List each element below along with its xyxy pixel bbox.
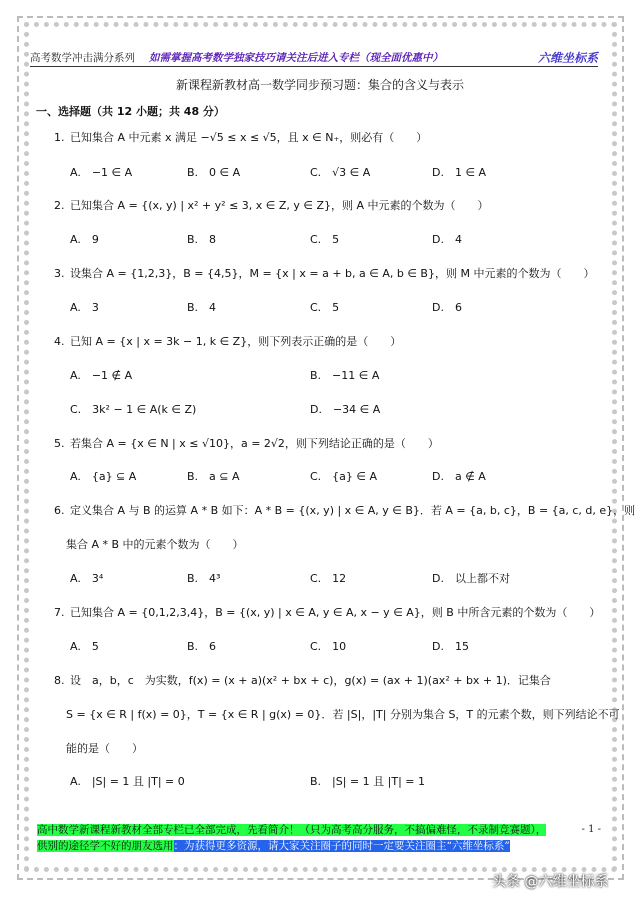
question-number: 8. [54,674,65,687]
question-number: 3. [54,267,65,280]
series-name: 高考数学冲击满分系列 [30,52,135,64]
option-b: B. −11 ∈ A [310,369,380,382]
option-b: B. |S| = 1 且 |T| = 1 [310,775,425,788]
question-text: 已知集合 A 中元素 x 满足 −√5 ≤ x ≤ √5，且 x ∈ N₊，则必有（ ） [70,131,428,144]
question-continuation-2: 能的是（ ） [66,742,143,755]
option-a: A. |S| = 1 且 |T| = 0 [70,775,185,788]
question-2 [54,197,489,213]
option-a: A. −1 ∉ A [70,369,133,382]
question-number: 2. [54,199,65,212]
question-3 [54,265,594,281]
question-number: 1. [54,131,65,144]
question-number: 6. [54,504,65,517]
option-a: A. 3 [70,301,99,314]
option-b: B. 8 [187,233,217,246]
question-5 [54,435,439,451]
question-continuation: 集合 A * B 中的元素个数为（ ） [66,538,244,551]
document-title: 新课程新教材高一数学同步预习题：集合的含义与表示 [175,78,464,92]
watermark: 头条 @六维坐标系 [492,874,609,890]
question-text: 设 a，b，c 为实数，f(x) = (x + a)(x² + bx + c)，g(x) = (ax + 1)(ax² + bx + 1)．记集合 [70,674,551,687]
question-number: 4. [54,335,65,348]
option-d: D. 4 [432,233,462,246]
question-8 [54,672,551,688]
footer-notice: 高中数学新课程新教材全部专栏已全部完成，先看简介！（只为高考高分服务，不搞偏难怪，不录制竞赛题）， [37,824,547,836]
option-b: B. 4³ [187,572,221,585]
question-continuation: S = {x ∈ R | f(x) = 0}，T = {x ∈ R | g(x) = 0}．若 |S|，|T| 分别为集合 S，T 的元素个数，则下列结论不可 [66,708,620,721]
question-number: 7. [54,606,65,619]
page-footer [37,822,601,854]
option-d: D. −34 ∈ A [310,403,381,416]
option-c: C. 5 [310,301,340,314]
question-text: 已知集合 A = {(x, y) | x² + y² ≤ 3, x ∈ Z, y ∈ Z}，则 A 中元素的个数为（ ） [70,199,489,212]
option-c: C. 3k² − 1 ∈ A(k ∈ Z) [70,403,197,416]
option-c: C. 5 [310,233,340,246]
question-text: 定义集合 A 与 B 的运算 A * B 如下：A * B = {(x, y) | x ∈ A, y ∈ B}．若 A = {a, b, c}，B = {a, c, d, e}，则 [70,504,636,517]
section-heading: 一、选择题（共 12 小题；共 48 分） [36,105,225,118]
option-a: A. 9 [70,233,99,246]
option-b: B. a ⊆ A [187,470,240,483]
footer-follow-notice[interactable]: ：为获得更多资源，请大家关注圈子的同时一定要关注圈主“六维坐标系” [173,840,510,852]
option-c: C. √3 ∈ A [310,166,371,179]
option-b: B. 4 [187,301,217,314]
option-c: C. 12 [310,572,347,585]
option-a: A. {a} ⊆ A [70,470,137,483]
option-a: A. 3⁴ [70,572,104,585]
question-number: 5. [54,437,65,450]
option-d: D. 6 [432,301,462,314]
option-d: D. a ∉ A [432,470,486,483]
question-text: 已知集合 A = {0,1,2,3,4}，B = {(x, y) | x ∈ A, y ∈ A, x − y ∈ A}，则 B 中所含元素的个数为（ ） [70,606,601,619]
brand-name: 六维坐标系 [537,51,598,65]
page-header [30,49,598,66]
option-b: B. 6 [187,640,217,653]
option-a: A. −1 ∈ A [70,166,133,179]
option-d: D. 1 ∈ A [432,166,487,179]
promo-link[interactable]: 如需掌握高考数学独家技巧请关注后进入专栏（现全面优惠中） [149,52,443,64]
footer-audience: 供别的途径学不好的朋友选用 [37,840,174,852]
header-rule [30,66,598,67]
question-1 [54,129,427,145]
question-4 [54,333,401,349]
question-text: 若集合 A = {x ∈ N | x ≤ √10}，a = 2√2，则下列结论正确的是（ ） [70,437,439,450]
page-number: - 1 - [581,824,601,835]
option-c: C. {a} ∈ A [310,470,378,483]
option-d: D. 以上都不对 [432,572,510,585]
option-a: A. 5 [70,640,99,653]
option-d: D. 15 [432,640,469,653]
question-text: 已知 A = {x | x = 3k − 1, k ∈ Z}，则下列表示正确的是（ ） [70,335,402,348]
question-6 [54,502,635,518]
option-c: C. 10 [310,640,347,653]
question-7 [54,604,600,620]
question-text: 设集合 A = {1,2,3}，B = {4,5}，M = {x | x = a + b, a ∈ A, b ∈ B}，则 M 中元素的个数为（ ） [70,267,595,280]
option-b: B. 0 ∈ A [187,166,241,179]
